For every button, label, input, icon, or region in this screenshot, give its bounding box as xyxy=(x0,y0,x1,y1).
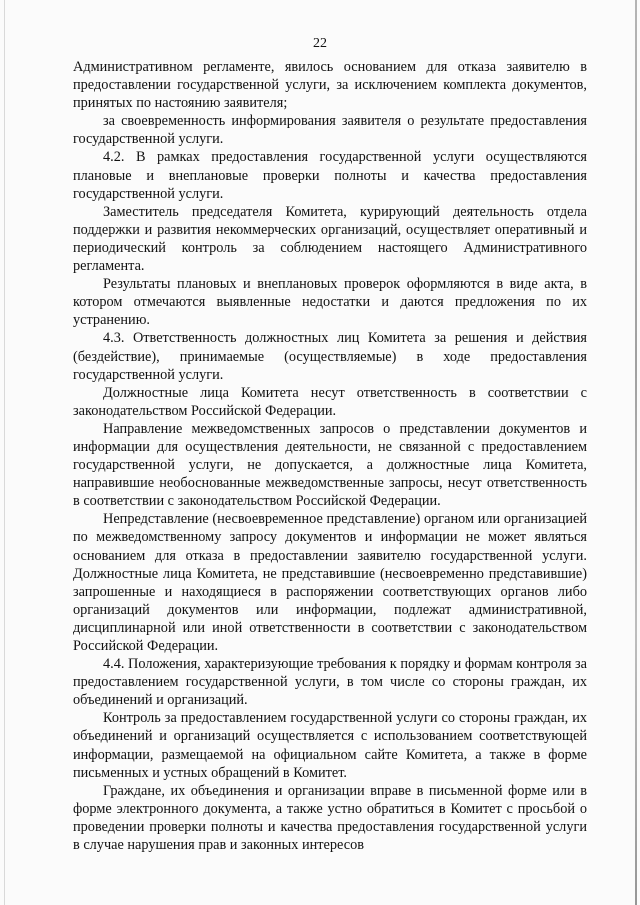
scan-edge-right xyxy=(635,0,637,905)
paragraph: 4.3. Ответственность должностных лиц Комитета за решения и действия (бездействие), принимаемые (осуществляемые) в ходе предоставления государственной услуги. xyxy=(73,330,587,383)
paragraph: 4.4. Положения, характеризующие требования к порядку и формам контроля за предоставлением государственной услуги, в том числе со стороны граждан, их объединений и организаций. xyxy=(73,656,587,709)
paragraph: за своевременность информирования заявителя о результате предоставления государственной услуги. xyxy=(73,113,587,148)
paragraph: 4.2. В рамках предоставления государственной услуги осуществляются плановые и внеплановые проверки полноты и качества предоставления государственной услуги. xyxy=(73,149,587,202)
document-body xyxy=(73,58,587,854)
paragraph: Граждане, их объединения и организации вправе в письменной форме или в форме электронного документа, а также устно обратиться в Комитет с просьбой о проведении проверки полноты и качества предоставления государственной услуги в случае нарушения прав и законных интересов xyxy=(73,782,587,854)
paragraph: Направление межведомственных запросов о представлении документов и информации для осуществления деятельности, не связанной с предоставлением государственной услуги, не допускается, а должностные лица Комитета, направившие необоснованные межведомственные запросы, несут ответственность в соответствии с законодательством Российской Федерации. xyxy=(73,420,587,510)
paragraph: Результаты плановых и внеплановых проверок оформляются в виде акта, в котором отмечаются выявленные недостатки и даются предложения по их устранению. xyxy=(73,276,587,329)
paragraph: Заместитель председателя Комитета, курирующий деятельность отдела поддержки и развития некоммерческих организаций, осуществляет оперативный и периодический контроль за соблюдением настоящего Административного регламента. xyxy=(73,203,587,275)
paragraph: Административном регламенте, явилось основанием для отказа заявителю в предоставлении государственной услуги, за исключением комплекта документов, принятых по настоянию заявителя; xyxy=(73,59,587,112)
page-number: 22 xyxy=(313,36,327,51)
scan-edge-left xyxy=(4,0,5,905)
paragraph: Непредставление (несвоевременное представление) органом или организацией по межведомственному запросу документов и информации не может являться основанием для отказа в предоставлении заявителю государственной услуги. Должностные лица Комитета, не представившие (несвоевременно представившие) запрошенные и находящиеся в распоряжении соответствующих органов либо организаций документов или информации, подлежат административной, дисциплинарной или иной ответственности в соответствии с законодательством Российской Федерации. xyxy=(73,511,587,654)
paragraph: Контроль за предоставлением государственной услуги со стороны граждан, их объединений и организаций осуществляется с использованием соответствующей информации, размещаемой на официальном сайте Комитета, а также в форме письменных и устных обращений в Комитет. xyxy=(73,710,587,781)
paragraph: Должностные лица Комитета несут ответственность в соответствии с законодательством Российской Федерации. xyxy=(73,384,587,419)
